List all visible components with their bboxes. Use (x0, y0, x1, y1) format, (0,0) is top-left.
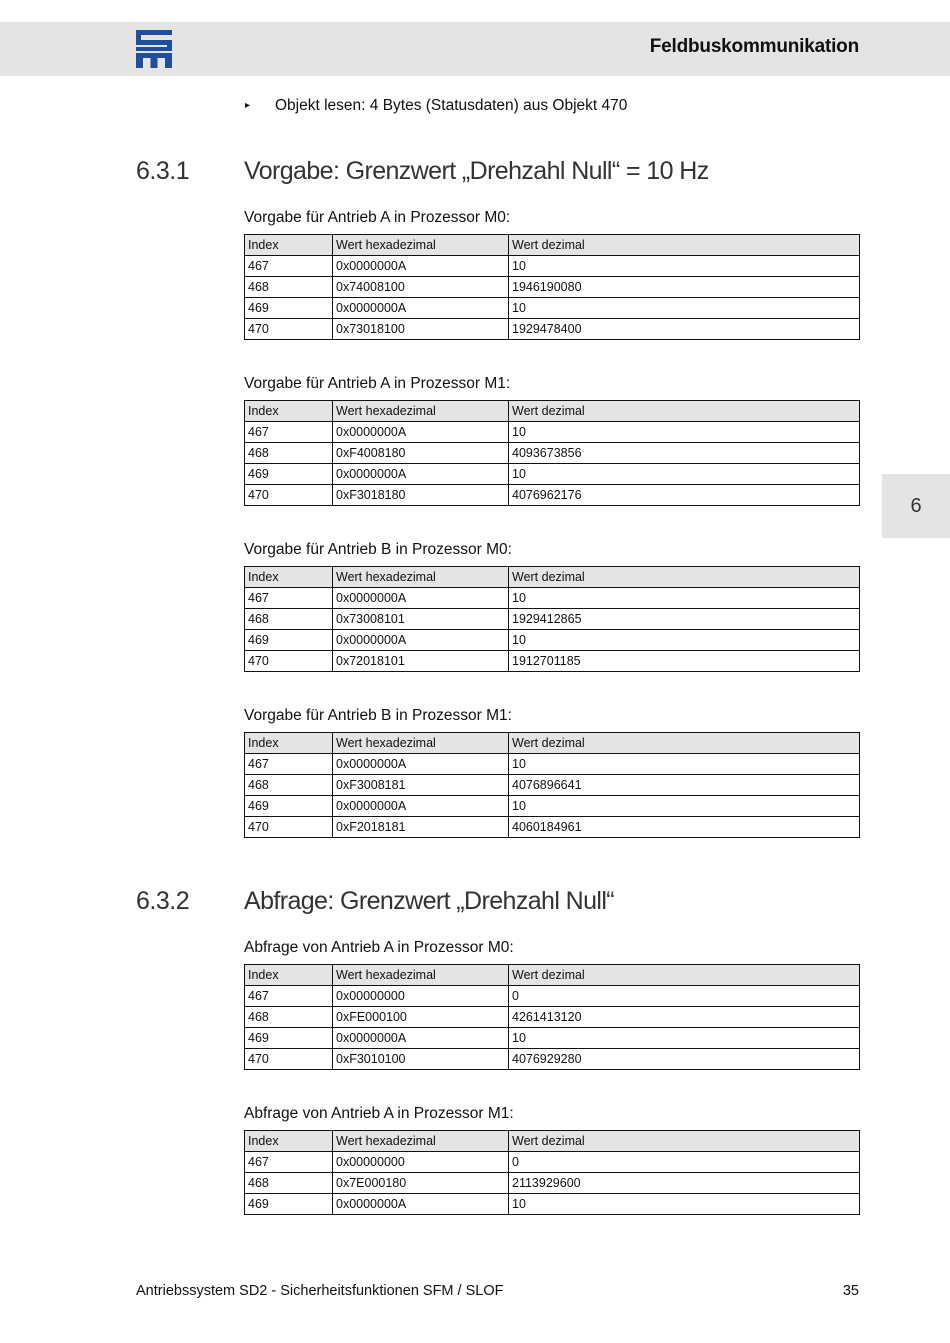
table-cell: 0x0000000A (333, 1028, 509, 1049)
table-cell: 468 (245, 609, 333, 630)
table-cell: 0x0000000A (333, 796, 509, 817)
table-cell: 1946190080 (509, 277, 860, 298)
table-header-row (245, 965, 860, 986)
table-cell: 0x0000000A (333, 1194, 509, 1215)
table-cell: 468 (245, 1007, 333, 1028)
table-row (245, 422, 860, 443)
column-header: Index (245, 401, 333, 422)
table-cell: 4076962176 (509, 485, 860, 506)
footer-page-number: 35 (842, 1283, 859, 1299)
section-number: 6.3.1 (136, 157, 190, 185)
table-row (245, 256, 860, 277)
table-cell: 470 (245, 817, 333, 838)
table-row (245, 651, 860, 672)
table-cell: 468 (245, 277, 333, 298)
chapter-side-tab: 6 (882, 474, 950, 538)
column-header: Wert dezimal (509, 567, 860, 588)
table-row (245, 1173, 860, 1194)
footer-document-title: Antriebssystem SD2 - Sicherheitsfunktionen SFM / SLOF (136, 1283, 504, 1299)
table-cell: 467 (245, 1152, 333, 1173)
table-cell: 468 (245, 775, 333, 796)
table-cell: 0x7E000180 (333, 1173, 509, 1194)
column-header: Wert hexadezimal (333, 733, 509, 754)
section-title: Vorgabe: Grenzwert „Drehzahl Null“ = 10 Hz (244, 157, 709, 185)
table-row (245, 796, 860, 817)
table-caption: Vorgabe für Antrieb A in Prozessor M0: (244, 209, 511, 226)
table-row (245, 775, 860, 796)
table-cell: 1929412865 (509, 609, 860, 630)
table-row (245, 1152, 860, 1173)
table-cell: 469 (245, 1028, 333, 1049)
intro-bullet-line (245, 97, 627, 115)
table-row (245, 1194, 860, 1215)
table-cell: 469 (245, 630, 333, 651)
table-cell: 4093673856 (509, 443, 860, 464)
table-cell: 10 (509, 298, 860, 319)
intro-text: Objekt lesen: 4 Bytes (Statusdaten) aus Objekt 470 (275, 97, 628, 114)
data-table (244, 566, 860, 672)
table-cell: 470 (245, 651, 333, 672)
column-header: Index (245, 1131, 333, 1152)
header-title: Feldbuskommunikation (649, 36, 859, 57)
table-cell: 0x72018101 (333, 651, 509, 672)
table-header-row (245, 567, 860, 588)
table-row (245, 588, 860, 609)
table-caption: Vorgabe für Antrieb B in Prozessor M0: (244, 541, 512, 558)
table-caption: Abfrage von Antrieb A in Prozessor M1: (244, 1105, 514, 1122)
table-cell: 0x00000000 (333, 1152, 509, 1173)
data-table (244, 732, 860, 838)
table-row (245, 1049, 860, 1070)
bullet-triangle-icon: ▸ (245, 100, 251, 111)
table-cell: 468 (245, 443, 333, 464)
table-cell: 4076929280 (509, 1049, 860, 1070)
table-cell: 0x0000000A (333, 464, 509, 485)
table-cell: 467 (245, 256, 333, 277)
column-header: Wert dezimal (509, 401, 860, 422)
column-header: Wert hexadezimal (333, 965, 509, 986)
table-cell: 467 (245, 754, 333, 775)
column-header: Wert hexadezimal (333, 1131, 509, 1152)
table-cell: 0x74008100 (333, 277, 509, 298)
table-cell: 469 (245, 796, 333, 817)
table-cell: 470 (245, 1049, 333, 1070)
table-caption: Vorgabe für Antrieb B in Prozessor M1: (244, 707, 512, 724)
table-cell: 469 (245, 464, 333, 485)
table-cell: 10 (509, 256, 860, 277)
table-cell: 10 (509, 796, 860, 817)
table-cell: 469 (245, 1194, 333, 1215)
table-cell: 1929478400 (509, 319, 860, 340)
table-row (245, 464, 860, 485)
column-header: Wert hexadezimal (333, 401, 509, 422)
column-header: Index (245, 733, 333, 754)
table-row (245, 277, 860, 298)
table-cell: 0x0000000A (333, 422, 509, 443)
table-caption: Vorgabe für Antrieb A in Prozessor M1: (244, 375, 511, 392)
table-cell: 0 (509, 1152, 860, 1173)
table-cell: 0x0000000A (333, 298, 509, 319)
table-cell: 0xF3008181 (333, 775, 509, 796)
table-cell: 1912701185 (509, 651, 860, 672)
table-cell: 0x0000000A (333, 588, 509, 609)
table-cell: 0 (509, 986, 860, 1007)
column-header: Wert dezimal (509, 733, 860, 754)
table-cell: 0x0000000A (333, 754, 509, 775)
section-title: Abfrage: Grenzwert „Drehzahl Null“ (244, 887, 615, 915)
data-table (244, 234, 860, 340)
table-cell: 10 (509, 1028, 860, 1049)
table-cell: 10 (509, 422, 860, 443)
column-header: Index (245, 965, 333, 986)
column-header: Wert dezimal (509, 965, 860, 986)
table-row (245, 443, 860, 464)
data-table (244, 964, 860, 1070)
column-header: Wert hexadezimal (333, 235, 509, 256)
table-cell: 10 (509, 754, 860, 775)
table-row (245, 298, 860, 319)
data-table (244, 1130, 860, 1215)
table-row (245, 485, 860, 506)
table-cell: 470 (245, 319, 333, 340)
table-row (245, 1007, 860, 1028)
table-cell: 0xF4008180 (333, 443, 509, 464)
column-header: Index (245, 567, 333, 588)
table-row (245, 754, 860, 775)
table-cell: 10 (509, 464, 860, 485)
table-cell: 0x73008101 (333, 609, 509, 630)
table-cell: 0xF2018181 (333, 817, 509, 838)
table-header-row (245, 1131, 860, 1152)
table-cell: 4076896641 (509, 775, 860, 796)
table-row (245, 1028, 860, 1049)
table-cell: 0xFE000100 (333, 1007, 509, 1028)
table-cell: 4261413120 (509, 1007, 860, 1028)
table-cell: 0xF3010100 (333, 1049, 509, 1070)
table-cell: 0x00000000 (333, 986, 509, 1007)
table-cell: 469 (245, 298, 333, 319)
table-cell: 467 (245, 986, 333, 1007)
table-cell: 4060184961 (509, 817, 860, 838)
sem-logo-icon (136, 30, 172, 68)
column-header: Wert hexadezimal (333, 567, 509, 588)
table-cell: 10 (509, 588, 860, 609)
table-row (245, 986, 860, 1007)
table-caption: Abfrage von Antrieb A in Prozessor M0: (244, 939, 514, 956)
table-cell: 0x0000000A (333, 630, 509, 651)
table-header-row (245, 733, 860, 754)
table-cell: 10 (509, 630, 860, 651)
column-header: Wert dezimal (509, 1131, 860, 1152)
table-cell: 467 (245, 588, 333, 609)
table-header-row (245, 235, 860, 256)
table-cell: 470 (245, 485, 333, 506)
table-cell: 2113929600 (509, 1173, 860, 1194)
table-cell: 0x73018100 (333, 319, 509, 340)
column-header: Wert dezimal (509, 235, 860, 256)
section-number: 6.3.2 (136, 887, 190, 915)
table-row (245, 817, 860, 838)
table-cell: 0x0000000A (333, 256, 509, 277)
table-cell: 468 (245, 1173, 333, 1194)
table-row (245, 630, 860, 651)
table-cell: 10 (509, 1194, 860, 1215)
table-header-row (245, 401, 860, 422)
data-table (244, 400, 860, 506)
table-cell: 0xF3018180 (333, 485, 509, 506)
table-row (245, 319, 860, 340)
column-header: Index (245, 235, 333, 256)
table-cell: 467 (245, 422, 333, 443)
table-row (245, 609, 860, 630)
